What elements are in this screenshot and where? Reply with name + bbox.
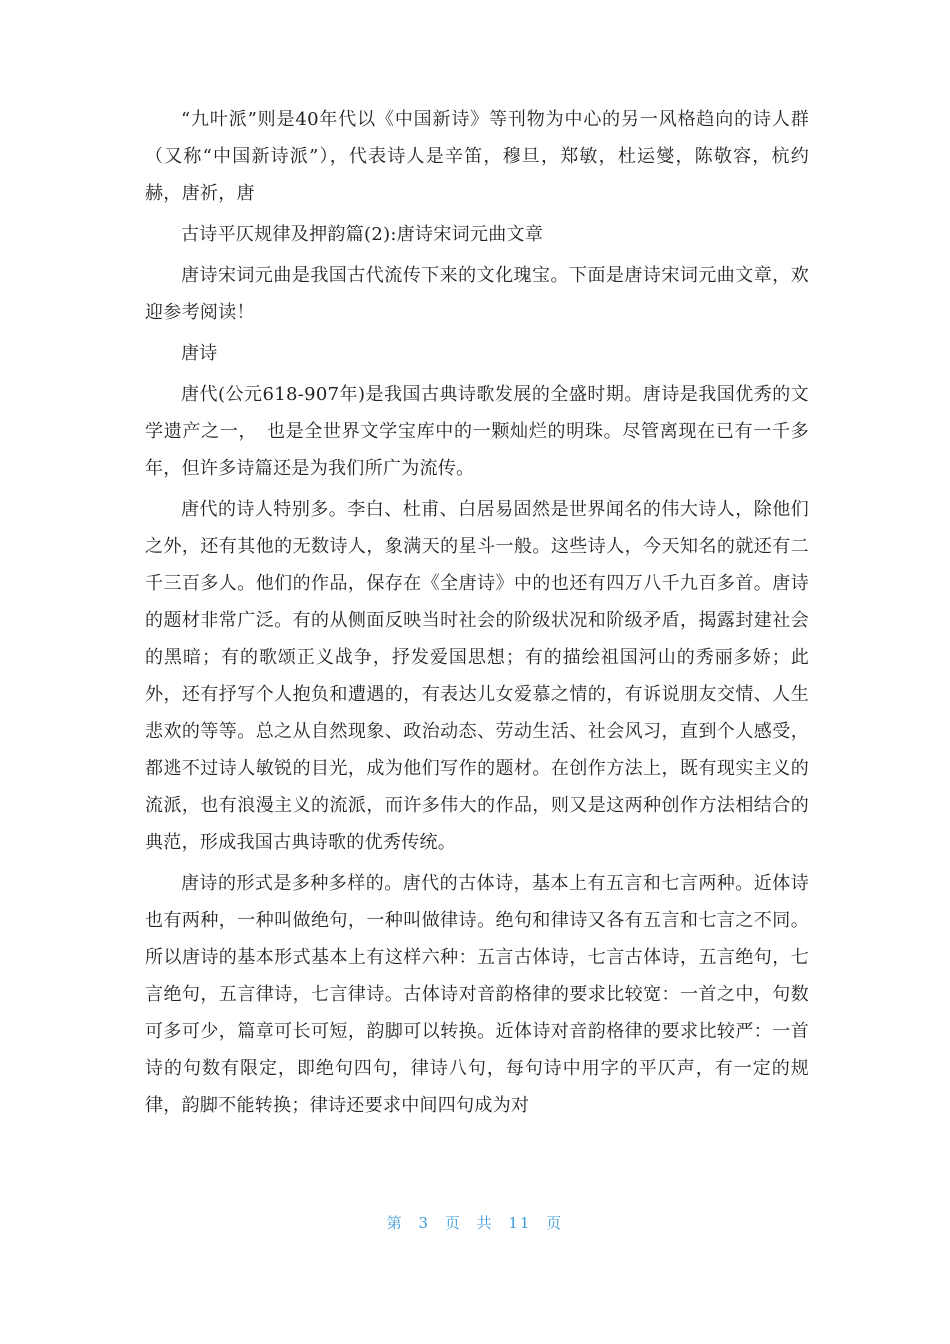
- subheading-tang-poetry: 唐诗: [181, 343, 218, 364]
- paragraph-intro: 唐诗宋词元曲是我国古代流传下来的文化瑰宝。下面是唐诗宋词元曲文章，欢迎参考阅读！: [145, 265, 809, 323]
- paragraph-tang-poets: 唐代的诗人特别多。李白、杜甫、白居易固然是世界闻名的伟大诗人，除他们之外，还有其他的无数诗人，象满天的星斗一般。这些诗人，今天知名的就还有二千三百多人。他们的作品，保存在《全唐诗》中的也还有四万八千九百多首。唐诗的题材非常广泛。有的从侧面反映当时社会的阶级状况和阶级矛盾，揭露封建社会的黑暗；有的歌颂正义战争，抒发爱国思想；有的描绘祖国河山的秀丽多娇；此外，还有抒写个人抱负和遭遇的，有表达儿女爱慕之情的，有诉说朋友交情、人生悲欢的等等。总之从自然现象、政治动态、劳动生活、社会风习，直到个人感受，都逃不过诗人敏锐的目光，成为他们写作的题材。在创作方法上，既有现实主义的流派，也有浪漫主义的流派，而许多伟大的作品，则又是这两种创作方法相结合的典范，形成我国古典诗歌的优秀传统。: [145, 499, 809, 853]
- section-heading: 古诗平仄规律及押韵篇(2):唐诗宋词元曲文章: [181, 224, 544, 245]
- paragraph-jiuye-school: “九叶派”则是40年代以《中国新诗》等刊物为中心的另一风格趋向的诗人群（又称“中国新诗派”），代表诗人是辛笛，穆旦，郑敏，杜运燮，陈敬容，杭约赫，唐祈，唐: [145, 109, 809, 204]
- paragraph-tang-forms: 唐诗的形式是多种多样的。唐代的古体诗，基本上有五言和七言两种。近体诗也有两种，一种叫做绝句，一种叫做律诗。绝句和律诗又各有五言和七言之不同。所以唐诗的基本形式基本上有这样六种：五言古体诗，七言古体诗，五言绝句，七言绝句，五言律诗，七言律诗。古体诗对音韵格律的要求比较宽：一首之中，句数可多可少，篇章可长可短，韵脚可以转换。近体诗对音韵格律的要求比较严：一首诗的句数有限定，即绝句四句，律诗八句，每句诗中用字的平仄声，有一定的规律，韵脚不能转换；律诗还要求中间四句成为对: [145, 873, 809, 1116]
- paragraph-tang-era: 唐代(公元618-907年)是我国古典诗歌发展的全盛时期。唐诗是我国优秀的文学遗产之一， 也是全世界文学宝库中的一颗灿烂的明珠。尽管离现在已有一千多年，但许多诗篇还是为我们所广为流传。: [145, 384, 809, 479]
- page-number-footer: 第 3 页 共 11 页: [386, 1214, 564, 1232]
- document-body: [145, 101, 809, 1128]
